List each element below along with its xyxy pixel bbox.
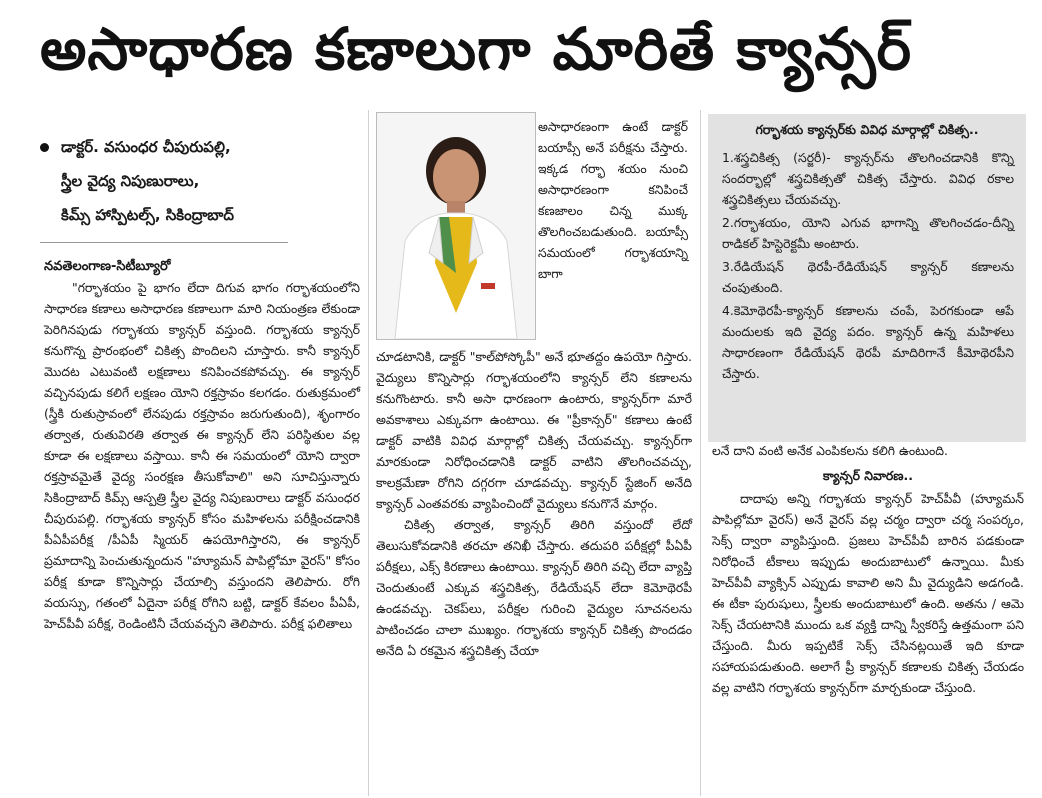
info-box-item: 2.గర్భాశయం, యోని ఎగువ భాగాన్ని తొలగించడం-దీన్ని రాడికల్‌ హిస్టెరెక్టమీ అంటారు. bbox=[722, 215, 1014, 251]
treatment-info-box bbox=[708, 114, 1026, 442]
article-column-2-top bbox=[538, 116, 688, 284]
article-column-1 bbox=[44, 256, 360, 634]
doctor-photo bbox=[376, 112, 536, 340]
author-byline bbox=[40, 130, 300, 232]
section-subheading: క్యాన్సర్‌ నివారణ.. bbox=[823, 468, 913, 483]
body-paragraph: చూడటానికి, డాక్టర్‌ "కాల్‌పోస్కోపీ" అనే భూతద్దం ఉపయో గిస్తారు. వైద్యులు కొన్నిసార్లు గర్భాశయంలోని క్యాన్సర్‌ లేని కణాలను కనుగొంటారు. కానీ అసా ధారణంగా ఉంటారు, క్యాన్సర్‌గా మారే అవకాశాలు ఎక్కువగా ఉంటాయి. ఈ "ప్రీకాన్సర్‌" కణాలు ఉంటే డాక్టర్‌ వాటికి వివిధ మార్గాల్లో చికిత్స చేయవచ్చు. క్యాన్సర్‌గా మారకుండా నిరోధించడానికి డాక్టర్‌ వాటిని తొలగించవచ్చు, కాలక్రమేణా రోగిని దగ్గరగా చూడవచ్చు. క్యాన్సర్‌ స్టేజింగ్‌ అనేది క్యాన్సర్‌ ఎంతవరకు వ్యాపించిందో వైద్యులు కనుగొనే మార్గం. bbox=[376, 349, 692, 511]
dateline: నవతెలంగాణ-సిటీబ్యూరో bbox=[44, 259, 171, 274]
column-divider bbox=[700, 110, 701, 796]
body-paragraph: అసాధారణంగా ఉంటే డాక్టర్‌ బయాప్సీ అనే పరీక్షను చేస్తారు. ఇక్కడ గర్భా శయం నుంచి అసాధారణంగా కనిపించే కణజాలం చిన్న ముక్క తొలగించబడుతుంది. బయాప్సీ సమయంలో గర్భాశయాన్ని బాగా bbox=[538, 119, 688, 281]
info-box-item: 3.రేడియేషన్‌ థెరపీ-రేడియేషన్‌ క్యాన్సర్‌ కణాలను చంపుతుంది. bbox=[722, 259, 1014, 295]
bullet-icon bbox=[40, 143, 49, 152]
body-paragraph: దాదాపు అన్ని గర్భాశయ క్యాన్సర్‌ హెచ్‌పీవీ (హ్యూమన్‌ పాపిల్లోమా వైరస్‌) అనే వైరస్‌ వల్ల చర్మం ద్వారా చర్మ సంపర్కం, సెక్స్‌ ద్వారా వ్యాపిస్తుంది. ప్రజలు హెచ్‌పీవీ బారిన పడకుండా నిరోధించే టీకాలు ఇప్పుడు అందుబాటులో ఉన్నాయి. మీకు హెచ్‌పీవీ వ్యాక్సిన్‌ ఎప్పుడు కావాలి అని మీ వైద్యుడిని అడగండి. ఈ టీకా పురుషులు, స్త్రీలకు అందుబాటులో ఉంది. అతను / ఆమె సెక్స్‌ చేయటానికి ముందు ఒక వ్యక్తి దాన్ని స్వీకరిస్తే ఉత్తమంగా పని చేస్తుంది. మీరు ఇప్పటికే సెక్స్‌ చేసినట్లయితే ఇది కూడా సహాయపడుతుంది. అలాగే ప్రీ క్యాన్సర్‌ కణాలకు చికిత్స చేయడం వల్ల వాటిని గర్భాశయ క్యాన్సర్‌గా మార్చకుండా చేస్తుంది. bbox=[712, 491, 1024, 695]
info-box-title: గర్భాశయ క్యాన్సర్‌కు వివిధ మార్గాల్లో చికిత్స.. bbox=[755, 122, 979, 137]
body-paragraph: చికిత్స తర్వాత, క్యాన్సర్‌ తిరిగి వస్తుందో లేదో తెలుసుకోవడానికి తరచూ తనిఖీ చేస్తారు. తదుపరి పరీక్షల్లో పీఏపీ పరీక్షలు, ఎక్స్‌ కిరణాలు ఉంటాయి. క్యాన్సర్‌ తిరిగి వచ్చి లేదా వ్యాప్తి చెందుతుంటే ఎక్కువ శస్త్రచికిత్స, రేడియేషన్‌ లేదా కెమోథెరపీ ఉండవచ్చు. చెకప్‌లు, పరీక్షల గురించి వైద్యుల సూచనలను పాటించడం చాలా ముఖ్యం. గర్భాశయ క్యాన్సర్‌ చికిత్స పొందడం అనేది ఏ రకమైన శస్త్రచికిత్స చేయా bbox=[376, 517, 692, 658]
body-paragraph: "గర్భాశయం పై భాగం లేదా దిగువ భాగం గర్భాశయంలోని సాధారణ కణాలు అసాధారణ కణాలుగా మారి నియంత్రణ లేకుండా పెరిగినపుడు గర్భాశయ క్యాన్సర్‌ వస్తుంది. గర్భాశయ క్యాన్సర్‌ కనుగొన్న ప్రారంభంలో చికిత్స పొందిలని చూస్తారు. కానీ క్యాన్సర్‌ మొదట ఎటువంటి లక్షణాలు కనిపించకపోవచ్చు. ఈ క్యాన్సర్‌ వచ్చినపుడు కలిగే లక్షణం యోని రక్తస్రావం కలగడం. రుతుక్రమంలో (స్త్రీకి రుతుస్రావంలో లేనపుడు రక్తస్రావం జరుగుతుంది), శృంగారం తర్వాత, రుతువిరతి తర్వాత ఈ క్యాన్సర్‌ లేని పరిస్థితుల వల్ల కూడా ఈ లక్షణాలు వస్తాయి. కానీ ఈ సమయంలో యోని ద్వారా రక్తస్రావమైతే వైద్య సంరక్షణ తీసుకోవాలి" అని సూచిస్తున్నారు సికింద్రాబాద్‌ కిమ్స్‌ ఆస్పత్రి స్త్రీల వైద్య నిపుణురాలు డాక్టర్‌ వసుంధర చీపురుపల్లి. గర్భాశయ క్యాన్సర్‌ కోసం మహిళలను పరీక్షించడానికి పీఏపీపరీక్ష /పీఏపీ స్మియర్‌ ఉపయోగిస్తారని, ఈ క్యాన్సర్‌ ప్రమాదాన్ని పెంచుతున్నందున "హ్యూమన్‌ పాపిల్లోమా వైరస్‌" కోసం పరీక్ష కూడా కొన్నిసార్లు చేయాల్సి వస్తుందని తెలిపారు. రోగి వయస్సు, గతంలో ఏదైనా పరీక్ష రోగిని బట్టి, డాక్టర్‌ కేవలం పీఏపీ, హెచ్‌పీవీ పరీక్ష, రెండింటినీ చేయవచ్చని తెలిపారు. పరీక్ష ఫలితాలు bbox=[44, 280, 360, 631]
byline-line-name bbox=[40, 130, 300, 164]
byline-title: స్త్రీల వైద్య నిపుణురాలు, bbox=[61, 172, 200, 190]
doctor-portrait-icon bbox=[377, 113, 535, 339]
byline-hospital: కిమ్స్‌ హాస్పిటల్స్‌, సికింద్రాబాద్‌ bbox=[61, 206, 234, 224]
body-paragraph: లనే దాని వంటి అనేక ఎంపికలను కలిగి ఉంటుంది. bbox=[712, 443, 948, 458]
byline-line-title bbox=[40, 164, 300, 198]
byline-divider bbox=[40, 242, 288, 243]
article-column-2 bbox=[376, 346, 692, 661]
article-column-3 bbox=[712, 440, 1024, 698]
article-headline: అసాధారణ కణాలుగా మారితే క్యాన్సర్ bbox=[40, 15, 913, 83]
byline-name: డాక్టర్‌. వసుంధర చీపురుపల్లి, bbox=[61, 138, 231, 156]
info-box-item: 4.కెమోథెరపీ-క్యాన్సర్‌ కణాలను చంపే, పెరగకుండా ఆపే మందులకు ఇది వైద్య పదం. క్యాన్సర్‌ ఉన్న మహిళలు సాధారణంగా రేడియేషన్‌ థెరపీ మాదిరిగానే కీమోథెరపీని చేస్తారు. bbox=[722, 303, 1014, 381]
byline-line-hospital bbox=[40, 198, 300, 232]
info-box-item: 1.శస్త్రచికిత్స (సర్జరీ)- క్యాన్సర్‌ను తొలగించడానికి కొన్ని సందర్భాల్లో శస్త్రచికిత్సతో చికిత్స చేస్తారు. వివిధ రకాల శస్త్రచికిత్సలు చేయవచ్చు. bbox=[722, 150, 1014, 207]
column-divider bbox=[368, 110, 369, 796]
